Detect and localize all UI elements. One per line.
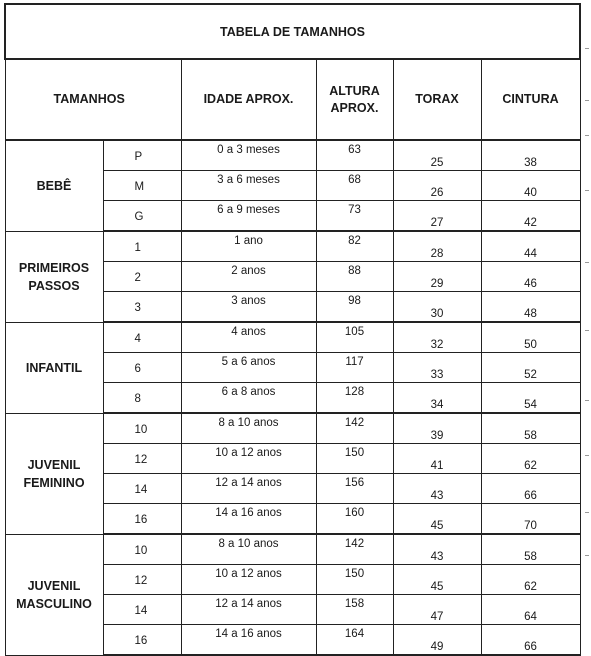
- header-idade: IDADE APROX.: [181, 59, 316, 140]
- height-cell: 128: [316, 383, 393, 414]
- chest-cell: 25: [393, 140, 481, 171]
- table-body: [5, 140, 580, 655]
- margin-tick: [585, 262, 589, 263]
- height-cell: 117: [316, 353, 393, 383]
- age-cell: 10 a 12 anos: [181, 565, 316, 595]
- group-label: JUVENIL MASCULINO: [5, 534, 103, 655]
- chest-cell: 39: [393, 413, 481, 444]
- chest-cell: 30: [393, 292, 481, 323]
- age-cell: 6 a 9 meses: [181, 201, 316, 232]
- size-cell: 12: [103, 565, 181, 595]
- size-cell: 12: [103, 444, 181, 474]
- group-label: BEBÊ: [5, 140, 103, 231]
- chest-cell: 26: [393, 171, 481, 201]
- group-label: INFANTIL: [5, 322, 103, 413]
- age-cell: 3 a 6 meses: [181, 171, 316, 201]
- margin-tick: [585, 135, 589, 136]
- age-cell: 1 ano: [181, 231, 316, 262]
- waist-cell: 58: [481, 413, 580, 444]
- table-row: [5, 231, 580, 262]
- chest-cell: 28: [393, 231, 481, 262]
- height-cell: 164: [316, 625, 393, 656]
- margin-tick: [585, 330, 589, 331]
- margin-tick: [585, 100, 589, 101]
- size-cell: 3: [103, 292, 181, 323]
- age-cell: 12 a 14 anos: [181, 474, 316, 504]
- height-cell: 105: [316, 322, 393, 353]
- margin-tick: [585, 555, 589, 556]
- size-cell: M: [103, 171, 181, 201]
- age-cell: 5 a 6 anos: [181, 353, 316, 383]
- chest-cell: 32: [393, 322, 481, 353]
- chest-cell: 43: [393, 474, 481, 504]
- chest-cell: 43: [393, 534, 481, 565]
- size-cell: G: [103, 201, 181, 232]
- chest-cell: 34: [393, 383, 481, 414]
- size-cell: 14: [103, 595, 181, 625]
- waist-cell: 62: [481, 565, 580, 595]
- age-cell: 0 a 3 meses: [181, 140, 316, 171]
- waist-cell: 66: [481, 625, 580, 656]
- waist-cell: 42: [481, 201, 580, 232]
- height-cell: 156: [316, 474, 393, 504]
- waist-cell: 40: [481, 171, 580, 201]
- size-cell: 2: [103, 262, 181, 292]
- margin-tick: [585, 512, 589, 513]
- header-tamanhos: TAMANHOS: [5, 59, 181, 140]
- height-cell: 142: [316, 534, 393, 565]
- table-title: TABELA DE TAMANHOS: [5, 4, 580, 59]
- age-cell: 3 anos: [181, 292, 316, 323]
- size-cell: 4: [103, 322, 181, 353]
- margin-marks: [583, 0, 589, 602]
- age-cell: 4 anos: [181, 322, 316, 353]
- size-cell: 10: [103, 534, 181, 565]
- waist-cell: 52: [481, 353, 580, 383]
- header-torax: TORAX: [393, 59, 481, 140]
- waist-cell: 58: [481, 534, 580, 565]
- waist-cell: 44: [481, 231, 580, 262]
- waist-cell: 48: [481, 292, 580, 323]
- height-cell: 150: [316, 565, 393, 595]
- age-cell: 6 a 8 anos: [181, 383, 316, 414]
- margin-tick: [585, 455, 589, 456]
- height-cell: 160: [316, 504, 393, 535]
- size-cell: 8: [103, 383, 181, 414]
- chest-cell: 33: [393, 353, 481, 383]
- size-cell: 16: [103, 504, 181, 535]
- chest-cell: 29: [393, 262, 481, 292]
- age-cell: 14 a 16 anos: [181, 504, 316, 535]
- age-cell: 10 a 12 anos: [181, 444, 316, 474]
- header-cintura: CINTURA: [481, 59, 580, 140]
- height-cell: 68: [316, 171, 393, 201]
- chest-cell: 45: [393, 565, 481, 595]
- table-row: [5, 534, 580, 565]
- waist-cell: 66: [481, 474, 580, 504]
- height-cell: 158: [316, 595, 393, 625]
- margin-tick: [585, 400, 589, 401]
- chest-cell: 47: [393, 595, 481, 625]
- table-row: [5, 140, 580, 171]
- age-cell: 8 a 10 anos: [181, 534, 316, 565]
- margin-tick: [585, 48, 589, 49]
- waist-cell: 54: [481, 383, 580, 414]
- height-cell: 88: [316, 262, 393, 292]
- table-row: [5, 322, 580, 353]
- height-cell: 142: [316, 413, 393, 444]
- size-cell: 6: [103, 353, 181, 383]
- waist-cell: 50: [481, 322, 580, 353]
- waist-cell: 64: [481, 595, 580, 625]
- height-cell: 82: [316, 231, 393, 262]
- group-label: PRIMEIROS PASSOS: [5, 231, 103, 322]
- chest-cell: 41: [393, 444, 481, 474]
- age-cell: 12 a 14 anos: [181, 595, 316, 625]
- height-cell: 73: [316, 201, 393, 232]
- size-cell: 14: [103, 474, 181, 504]
- age-cell: 2 anos: [181, 262, 316, 292]
- chest-cell: 45: [393, 504, 481, 535]
- margin-tick: [585, 190, 589, 191]
- age-cell: 8 a 10 anos: [181, 413, 316, 444]
- height-cell: 150: [316, 444, 393, 474]
- size-cell: P: [103, 140, 181, 171]
- waist-cell: 62: [481, 444, 580, 474]
- waist-cell: 38: [481, 140, 580, 171]
- height-cell: 98: [316, 292, 393, 323]
- size-cell: 16: [103, 625, 181, 656]
- size-table: [4, 3, 581, 656]
- waist-cell: 46: [481, 262, 580, 292]
- group-label: JUVENIL FEMININO: [5, 413, 103, 534]
- chest-cell: 27: [393, 201, 481, 232]
- size-chart: [4, 3, 579, 653]
- waist-cell: 70: [481, 504, 580, 535]
- size-cell: 1: [103, 231, 181, 262]
- header-altura: ALTURA APROX.: [316, 59, 393, 140]
- table-row: [5, 413, 580, 444]
- height-cell: 63: [316, 140, 393, 171]
- age-cell: 14 a 16 anos: [181, 625, 316, 656]
- size-cell: 10: [103, 413, 181, 444]
- chest-cell: 49: [393, 625, 481, 656]
